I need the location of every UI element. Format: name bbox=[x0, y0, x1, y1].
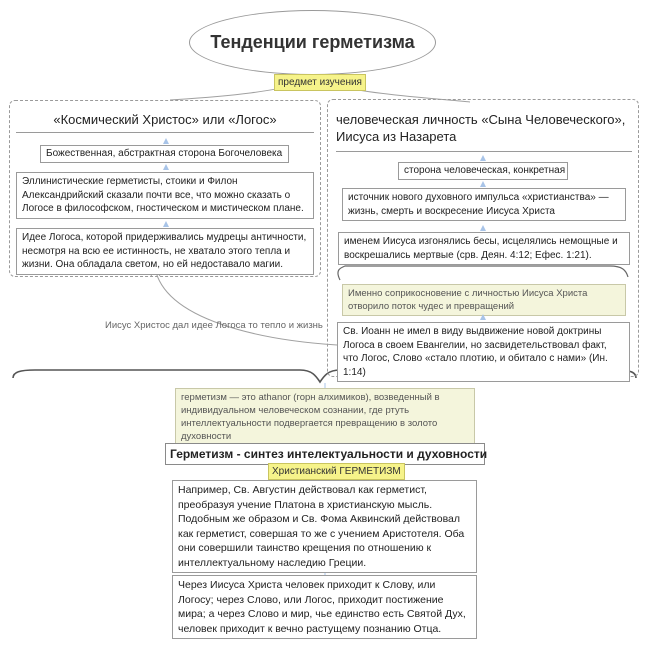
right-item-1[interactable]: сторона человеческая, конкретная bbox=[398, 162, 568, 180]
relation-label[interactable]: Иисус Христос дал идее Логоса то тепло и жизнь bbox=[105, 320, 323, 331]
connector-relation-curve bbox=[155, 268, 337, 345]
center-note[interactable]: герметизм — это athanor (горн алхимиков), возведенный в индивидуальном человеческом сознании, где ртуть интеллектуальности подвергается превращению в золото духовности bbox=[175, 388, 475, 446]
right-group-title[interactable]: человеческая личность «Сына Человеческого», Иисуса из Назарета bbox=[336, 112, 626, 144]
center-paragraph-1[interactable]: Например, Св. Августин действовал как герметист, преобразуя учение Платона в христианскую мысль. Подобным же образом и Св. Фома Аквинский действовал как герметист, совершая то же с учением Аристотеля. Оба они совершили таинство крещения по отношению к интеллектуальному наследию Греции. bbox=[172, 480, 477, 573]
left-item-2[interactable]: Эллинистические герметисты, стоики и Филон Александрийский сказали почти все, что можно сказать о Логосе в философском, гностическом и мистическом плане. bbox=[16, 172, 314, 219]
right-item-5[interactable]: Св. Иоанн не имел в виду выдвижение новой доктрины Логоса в своем Евангелии, но засвидетельствовал факт, что Логос, Слово «стало плотию, и обитало с нами» (Ин. 1:14) bbox=[337, 322, 630, 382]
root-topic[interactable] bbox=[189, 10, 436, 75]
left-group-title[interactable]: «Космический Христос» или «Логос» bbox=[53, 112, 277, 127]
left-group-divider bbox=[16, 132, 314, 133]
left-item-1[interactable]: Божественная, абстрактная сторона Богочеловека bbox=[40, 145, 289, 163]
right-item-3[interactable]: именем Иисуса изгонялись бесы, исцелялись немощные и воскрешались мертвые (срв. Деян. 4:12; Ефес. 1:21). bbox=[338, 232, 630, 265]
arrow-icon bbox=[163, 138, 169, 144]
right-item-2[interactable]: источник нового духовного импульса «христианства» — жизнь, смерть и воскресение Иисуса Христа bbox=[342, 188, 626, 221]
arrow-icon bbox=[480, 314, 486, 320]
arrow-icon bbox=[480, 225, 486, 231]
arrow-icon bbox=[163, 221, 169, 227]
right-note[interactable]: Именно соприкосновение с личностью Иисуса Христа отворило поток чудес и превращений bbox=[342, 284, 626, 316]
center-paragraph-2[interactable]: Через Иисуса Христа человек приходит к Слову, или Логосу; через Слово, или Логос, приходит постижение мира; а через Слово и мир, чье единство есть Святой Дух, человек приходит к вечно растущему познанию Отца. bbox=[172, 575, 477, 639]
arrow-icon bbox=[480, 181, 486, 187]
arrow-icon bbox=[480, 155, 486, 161]
christian-hermetism-tag: Христианский ГЕРМЕТИЗМ bbox=[268, 463, 405, 480]
root-tag: предмет изучения bbox=[274, 74, 366, 91]
root-title: Тенденции герметизма bbox=[210, 32, 415, 52]
arrow-icon bbox=[163, 164, 169, 170]
right-group-divider bbox=[336, 151, 632, 152]
left-item-3[interactable]: Идее Логоса, которой придерживались мудрецы античности, несмотря на всю ее истинность, не хватало этого тепла и жизни. Она обладала светом, но ей недоставало магии. bbox=[16, 228, 314, 275]
synthesis-topic[interactable]: Герметизм - синтез интелектуальности и духовности bbox=[165, 443, 485, 465]
